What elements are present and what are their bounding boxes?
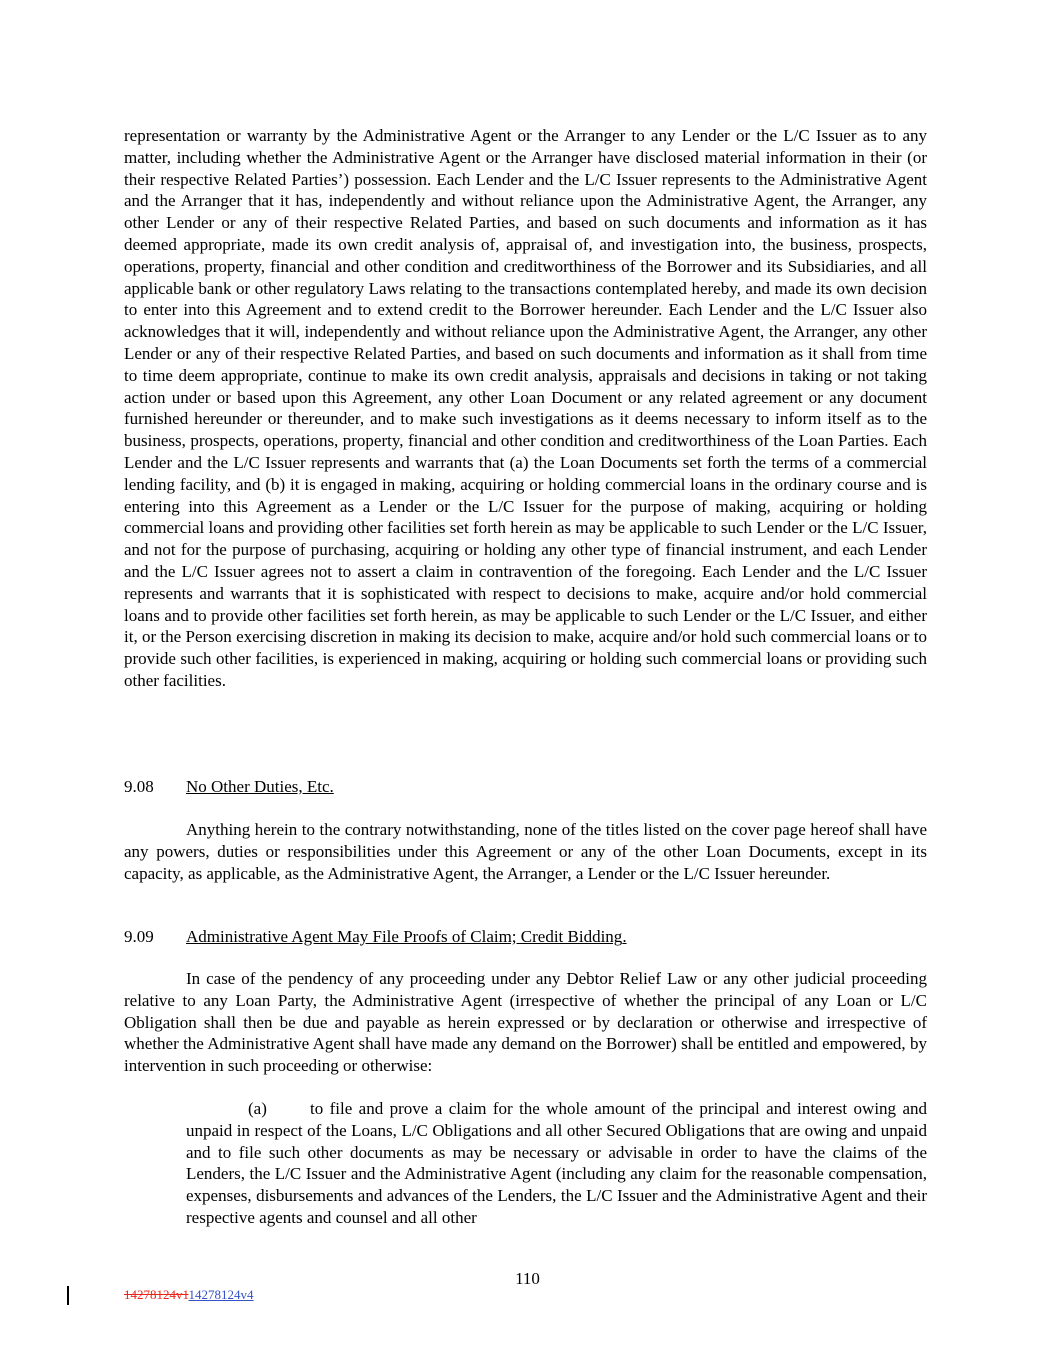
clause-label: (a) [248,1099,267,1118]
change-bar [67,1286,69,1305]
document-id-deleted: 14278124v1 [124,1287,189,1302]
section-9-08-paragraph: Anything herein to the contrary notwithstanding, none of the titles listed on the cover page hereof shall have any powers, duties or responsibilities under this Agreement or any of the other Loan Documents, except in its capacity, as applicable, as the Administrative Agent, the Arranger, a Lender or the L/C Issuer hereunder. [124,820,927,883]
document-id-inserted: 14278124v4 [188,1287,254,1302]
section-title: Administrative Agent May File Proofs of Claim; Credit Bidding [186,927,623,946]
section-number: 9.08 [124,777,154,796]
section-title-period: . [622,927,627,946]
section-title-wrap [186,926,627,948]
clause-text: to file and prove a claim for the whole amount of the principal and interest owing and unpaid in respect of the Loans, L/C Obligations and all other Secured Obligations that are owing and unpaid and to file such other documents as may be necessary or advisable in order to have the claims of the Lenders, the L/C Issuer and the Administrative Agent (including any claim for the reasonable compensation, expenses, disbursements and advances of the Lenders, the L/C Issuer and the Administrative Agent and their respective agents and counsel and all other [186,1099,927,1227]
section-9-09-paragraph: In case of the pendency of any proceeding under any Debtor Relief Law or any other judicial proceeding relative to any Loan Party, the Administrative Agent (irrespective of whether the principal of any Loan or L/C Obligation shall then be due and payable as herein expressed or by declaration or otherwise and irrespective of whether the Administrative Agent shall have made any demand on the Borrower) shall be entitled and empowered, by intervention in such proceeding or otherwise: [124,969,927,1076]
body-paragraph: representation or warranty by the Administrative Agent or the Arranger to any Lender or the L/C Issuer as to any matter, including whether the Administrative Agent or the Arranger have disclosed material information in their (or their respective Related Parties’) possession. Each Lender and the L/C Issuer represents to the Administrative Agent and the Arranger that it has, independently and without reliance upon the Administrative Agent, the Arranger, any other Lender or any of their respective Related Parties, and based on such documents and information as it has deemed appropriate, made its own credit analysis of, appraisal of, and investigation into, the business, prospects, operations, property, financial and other condition and creditworthiness of the Borrower and its Subsidiaries, and all applicable bank or other regulatory Laws relating to the transactions contemplated hereby, and made its own decision to enter into this Agreement and to extend credit to the Borrower hereunder. Each Lender and the L/C Issuer also acknowledges that it will, independently and without reliance upon the Administrative Agent, the Arranger, any other Lender or any of their respective Related Parties, and based on such documents and information as it shall from time to time deem appropriate, continue to make its own credit analysis, appraisals and decisions in taking or not taking action under or based upon this Agreement, any other Loan Document or any related agreement or any document furnished hereunder or thereunder, and to make such investigations as it deems necessary to inform itself as to the business, prospects, operations, property, financial and other condition and creditworthiness of the Loan Parties. Each Lender and the L/C Issuer represents and warrants that (a) the Loan Documents set forth the terms of a commercial lending facility, and (b) it is engaged in making, acquiring or holding commercial loans in the ordinary course and is entering into this Agreement as a Lender or the L/C Issuer for the purpose of making, acquiring or holding commercial loans and providing other facilities set forth herein as may be applicable to such Lender or the L/C Issuer, and not for the purpose of purchasing, acquiring or holding any other type of financial instrument, and each Lender and the L/C Issuer agrees not to assert a claim in contravention of the foregoing. Each Lender and the L/C Issuer represents and warrants that it is sophisticated with respect to decisions to make, acquire and/or hold commercial loans and to provide other facilities set forth herein, as may be applicable to such Lender or the L/C Issuer, and either it, or the Person exercising discretion in making its decision to make, acquire and/or hold such commercial loans or to provide such other facilities, is experienced in making, acquiring or holding such commercial loans or providing such other facilities. [124,126,927,690]
page-number: 110 [515,1269,540,1288]
document-id [124,1287,254,1303]
section-number: 9.09 [124,927,154,946]
section-title: No Other Duties, Etc. [186,777,334,796]
clause-a [186,1098,927,1229]
